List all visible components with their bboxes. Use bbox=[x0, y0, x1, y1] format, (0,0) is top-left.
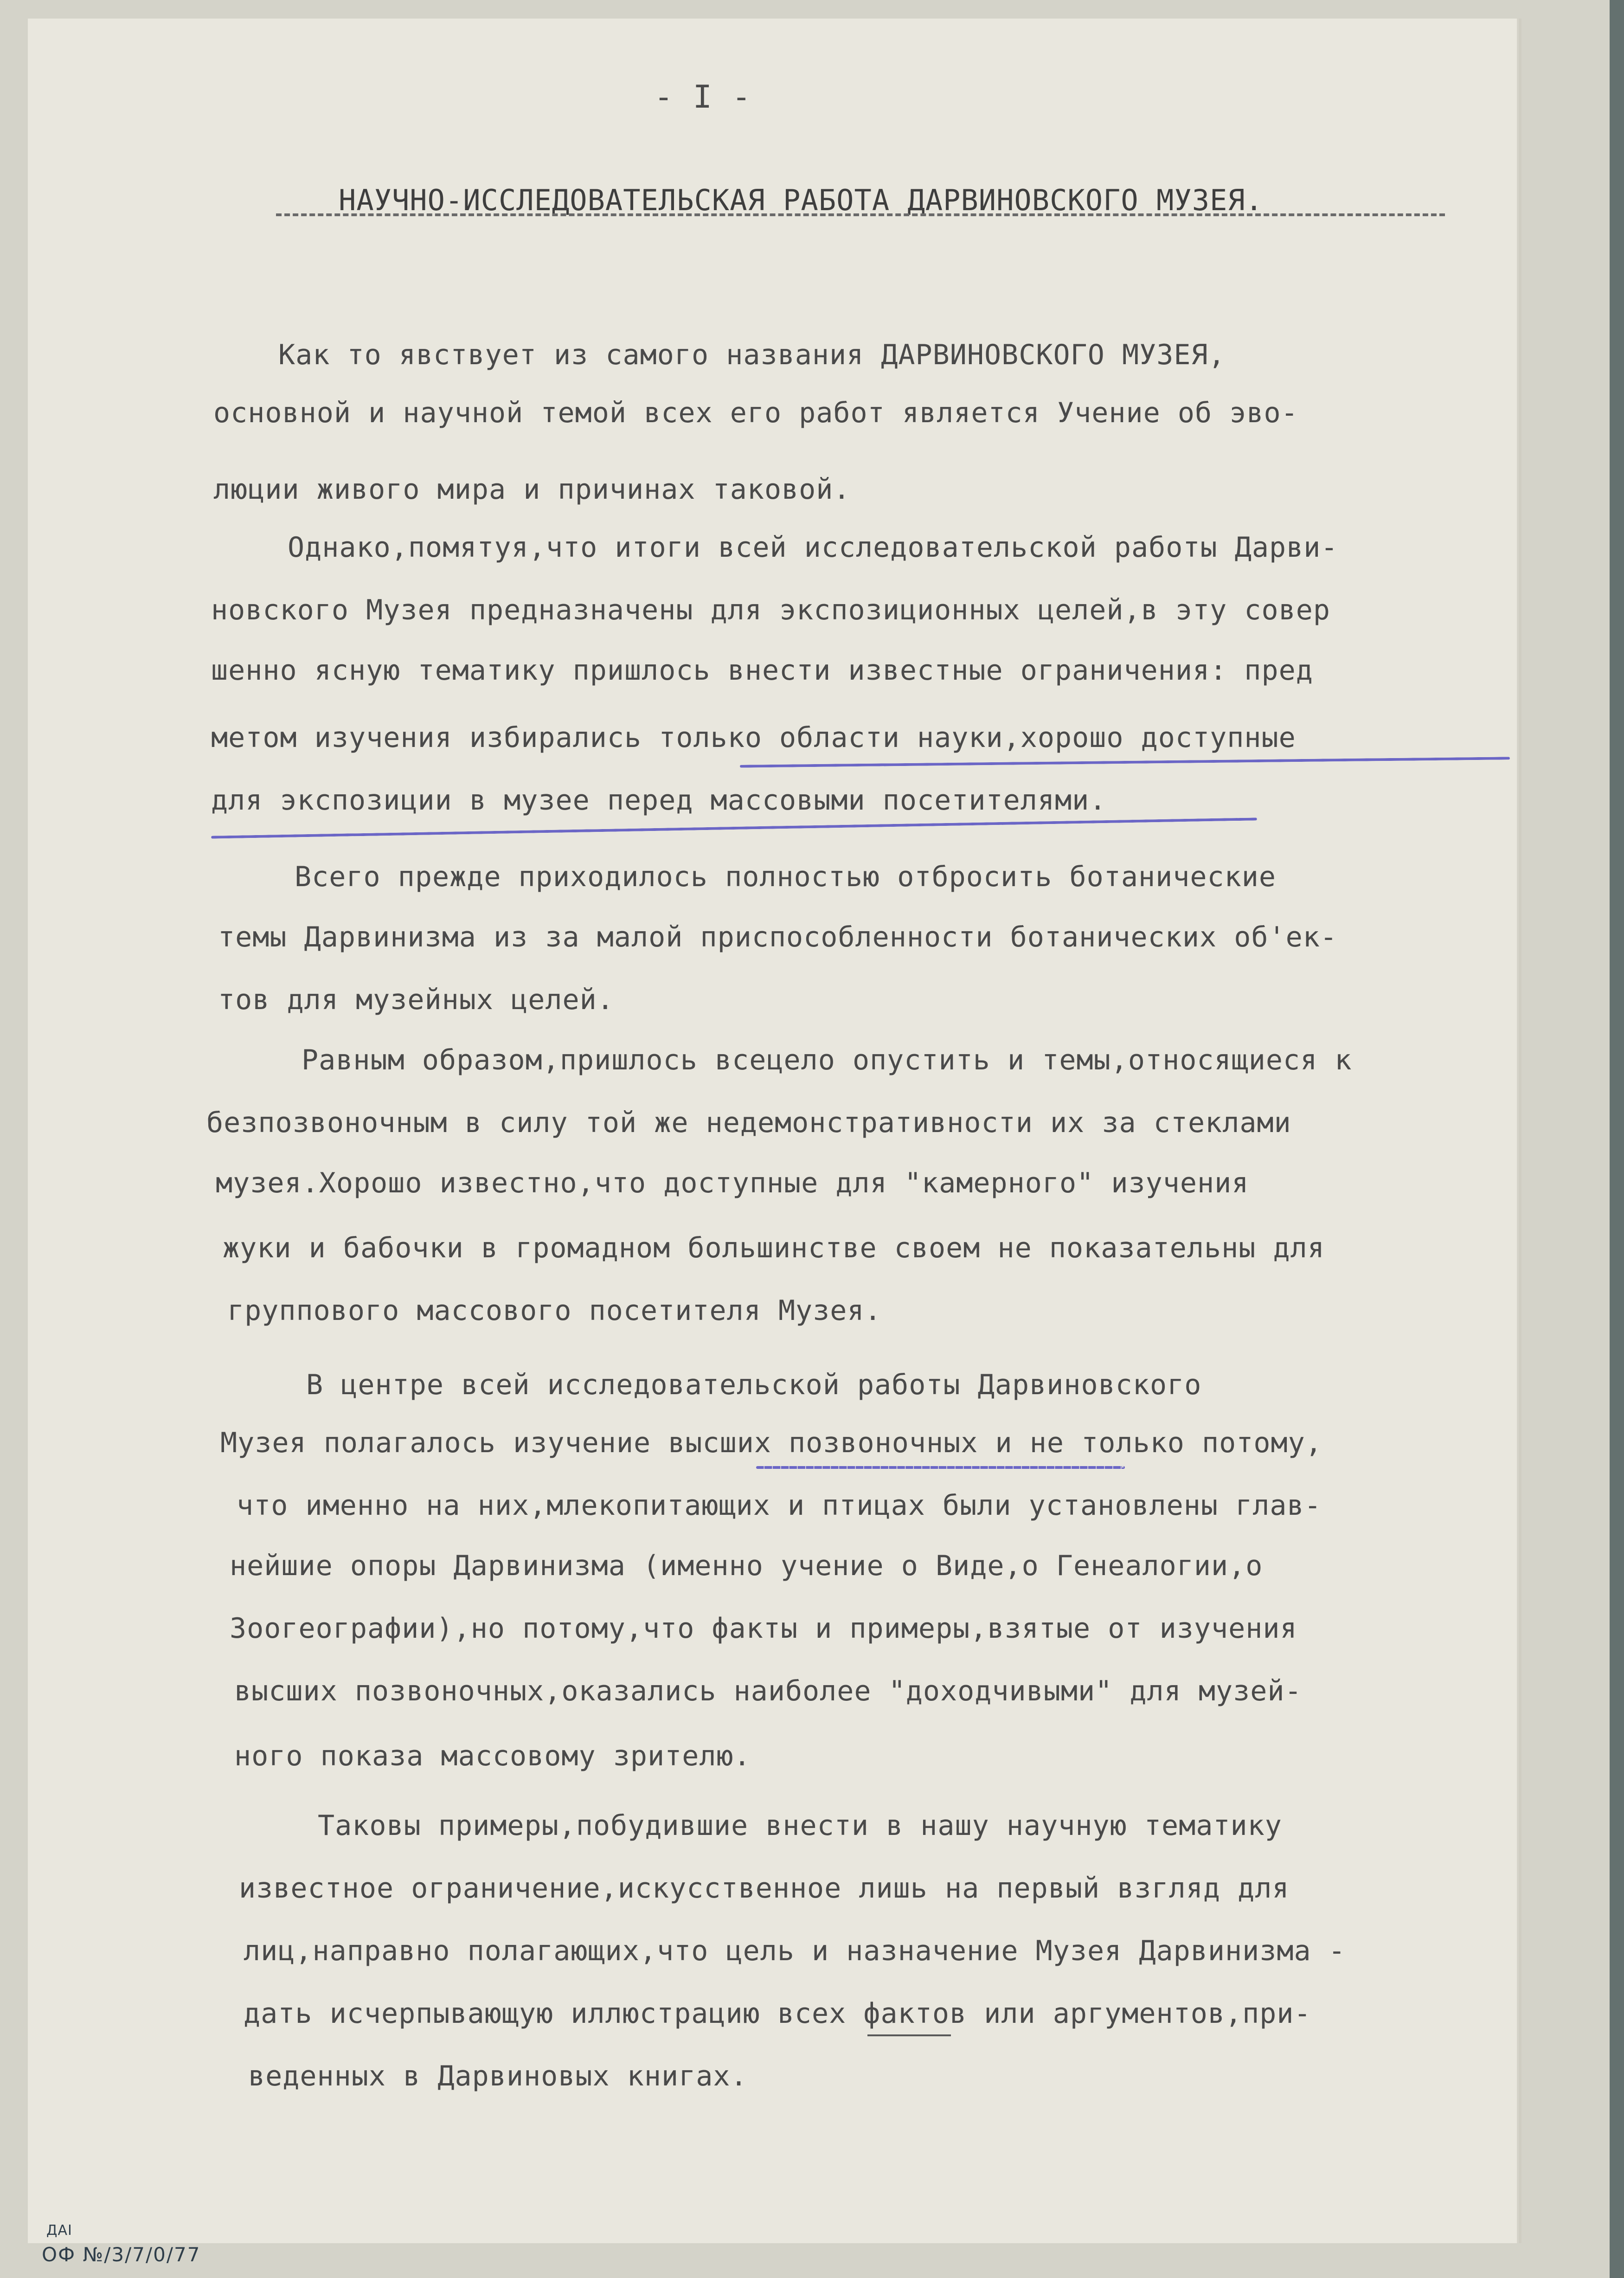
text-line: новского Музея предназначены для экспозиционных целей,в эту совер bbox=[211, 594, 1330, 626]
archive-stamp: ОФ №/3/7/0/77 bbox=[42, 2243, 201, 2266]
text-line: основной и научной темой всех его работ является Учение об эво- bbox=[213, 397, 1298, 429]
pencil-underline bbox=[867, 2034, 951, 2036]
text-line: для экспозиции в музее перед массовыми посетителями. bbox=[211, 784, 1107, 817]
text-line: нейшие опоры Дарвинизма (именно учение о Виде,о Генеалогии,о bbox=[230, 1550, 1263, 1582]
text-line: В центре всей исследовательской работы Дарвиновского bbox=[306, 1369, 1202, 1401]
page-number: - I - bbox=[654, 79, 751, 116]
text-line: Однако,помятуя,что итоги всей исследовательской работы Дарви- bbox=[288, 531, 1338, 564]
text-line: Зоогеографии),но потому,что факты и примеры,взятые от изучения bbox=[230, 1612, 1297, 1645]
text-line: что именно на них,млекопитающих и птицах были установлены глав- bbox=[237, 1489, 1322, 1522]
text-line: тов для музейных целей. bbox=[218, 984, 614, 1016]
text-line: Музея полагалось изучение высших позвоночных и не только потому, bbox=[220, 1427, 1322, 1459]
text-line: ного показа массовому зрителю. bbox=[234, 1740, 751, 1772]
text-line: дать исчерпывающую иллюстрацию всех фактов или аргументов,при- bbox=[244, 1997, 1311, 2030]
text-line: высших позвоночных,оказались наиболее "доходчивыми" для музей- bbox=[234, 1675, 1302, 1707]
ink-dashed-underline bbox=[756, 1466, 1125, 1469]
text-line: Равным образом,пришлось всецело опустить и темы,относящиеся к bbox=[302, 1044, 1352, 1076]
archive-stamp-label: ДАІ bbox=[46, 2222, 72, 2239]
text-line: музея.Хорошо известно,что доступные для "камерного" изучения bbox=[216, 1167, 1249, 1199]
text-line: шенно ясную тематику пришлось внести известные ограничения: пред bbox=[211, 654, 1313, 687]
text-line: люции живого мира и причинах таковой. bbox=[213, 473, 851, 506]
text-line: безпозвоночным в силу той же недемонстративности их за стеклами bbox=[206, 1107, 1291, 1139]
text-line: веденных в Дарвиновых книгах. bbox=[248, 2060, 748, 2092]
text-line: темы Дарвинизма из за малой приспособленности ботанических об'ек- bbox=[218, 921, 1337, 953]
document-title: НАУЧНО-ИССЛЕДОВАТЕЛЬСКАЯ РАБОТА ДАРВИНОВСКОГО МУЗЕЯ. bbox=[339, 183, 1264, 217]
text-line: лиц,направно полагающих,что цель и назначение Музея Дарвинизма - bbox=[244, 1935, 1346, 1967]
text-line: группового массового посетителя Музея. bbox=[227, 1294, 882, 1327]
text-line: Как то явствует из самого названия ДАРВИНОВСКОГО МУЗЕЯ, bbox=[278, 339, 1226, 371]
text-line: жуки и бабочки в громадном большинстве своем не показательны для bbox=[223, 1232, 1325, 1264]
text-line: Всего прежде приходилось полностью отбросить ботанические bbox=[295, 861, 1277, 893]
text-line: известное ограничение,искусственное лишь на первый взгляд для bbox=[239, 1872, 1290, 1905]
text-line: метом изучения избирались только области науки,хорошо доступные bbox=[211, 721, 1296, 754]
text-line: Таковы примеры,побудившие внести в нашу научную тематику bbox=[318, 1809, 1282, 1842]
